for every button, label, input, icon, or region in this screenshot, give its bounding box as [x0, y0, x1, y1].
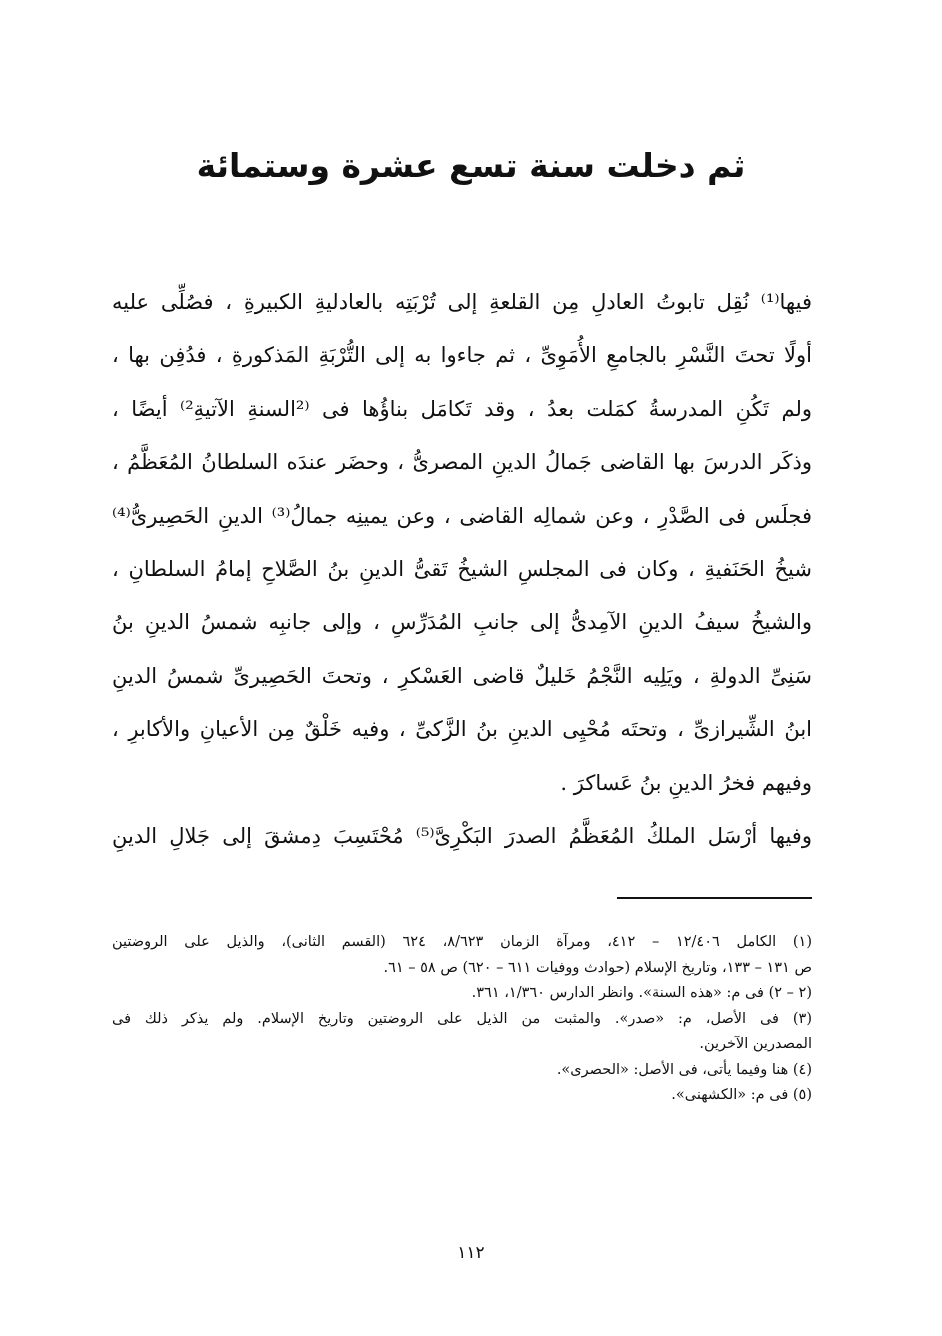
footnotes [112, 930, 812, 1109]
footnote-line: (٤) هنا وفيما يأتى، فى الأصل: «الحصرى». [556, 1061, 812, 1078]
body-line: ابنُ الشِّيرازىِّ ، وتحتَه مُحْيِى الدينِ بنُ الزَّكىِّ ، وفيه خَلْقٌ مِن الأعيانِ والأكابرِ ، [112, 717, 812, 742]
footnote-line: ص ١٣١ – ١٣٣، وتاريخ الإسلام (حوادث ووفيات ٦١١ – ٦٢٠) ص ٥٨ – ٦١. [383, 959, 812, 976]
footnote-line: (٢ – ٢) فى م: «هذه السنة». وانظر الدارس ١/٣٦٠، ٣٦١. [471, 985, 812, 1001]
body-line: وفيهم فخرُ الدينِ بنُ عَساكرَ . [560, 770, 812, 795]
body-line: فجلَس فى الصَّدْرِ ، وعن شمالِه القاضى ، وعن يمينِه جمالُ⁽³⁾ الدينِ الحَصِيرىُّ⁽⁴⁾ [112, 503, 812, 528]
body-line: أولًا تحتَ النَّسْرِ بالجامعِ الأُمَوِىِّ ، ثم جاءوا به إلى التُّرْبَةِ المَذكورةِ ، فدُفِن بها ، [112, 343, 812, 368]
body-line: سَنِىِّ الدولةِ ، ويَلِيه النَّجْمُ خَليلٌ قاضى العَسْكرِ ، وتحتَ الحَصِيرىِّ شمسُ الدينِ [112, 663, 812, 688]
page-number: ١١٢ [457, 1243, 485, 1263]
footnote-line: (١) الكامل ١٢/٤٠٦ – ٤١٢، ومرآة الزمان ٨/٦٢٣، ٦٢٤ (القسم الثانى)، والذيل على الروضتين [112, 934, 812, 950]
footnote-separator [617, 897, 812, 899]
body-line: وفيها أرْسَل الملكُ المُعَظَّمُ الصدرَ البَكْرِىَّ⁽⁵⁾ مُحْتَسِبَ دِمشقَ إلى جَلالِ الدينِ [112, 823, 812, 848]
body-line: فيها⁽¹⁾ نُقِل تابوتُ العادلِ مِن القلعةِ إلى تُرْبَتِه بالعادليةِ الكبيرةِ ، فصُلِّى عليه [112, 290, 812, 314]
footnote-line: (٥) فى م: «الكشهنى». [671, 1087, 812, 1103]
footnote-line: (٣) فى الأصل، م: «صدر». والمثبت من الذيل على الروضتين وتاريخ الإسلام. ولم يذكر ذلك فى [112, 1010, 812, 1027]
body-line: شيخُ الحَنَفيةِ ، وكان فى المجلسِ الشيخُ تَقىُّ الدينِ بنُ الصَّلاحِ إمامُ السلطانِ ، [112, 556, 812, 581]
body-line: وذكَر الدرسَ بها القاضى جَمالُ الدينِ المصرىُّ ، وحضَر عندَه السلطانُ المُعَظَّمُ ، [112, 450, 812, 475]
chapter-title: ثم دخلت سنة تسع عشرة وستمائة [196, 146, 746, 185]
main-text [112, 276, 812, 863]
body-line: والشيخُ سيفُ الدينِ الآمِدىُّ إلى جانبِ المُدَرِّسِ ، وإلى جانبِه شمسُ الدينِ بنُ [112, 610, 812, 635]
footnote-line: المصدرين الآخرين. [699, 1036, 812, 1052]
body-line: ولم تَكُنِ المدرسةُ كمَلت بعدُ ، وقد تَكامَل بناؤُها فى ⁽²السنةِ الآتيةِ²⁾ أيضًا ، [112, 396, 812, 421]
